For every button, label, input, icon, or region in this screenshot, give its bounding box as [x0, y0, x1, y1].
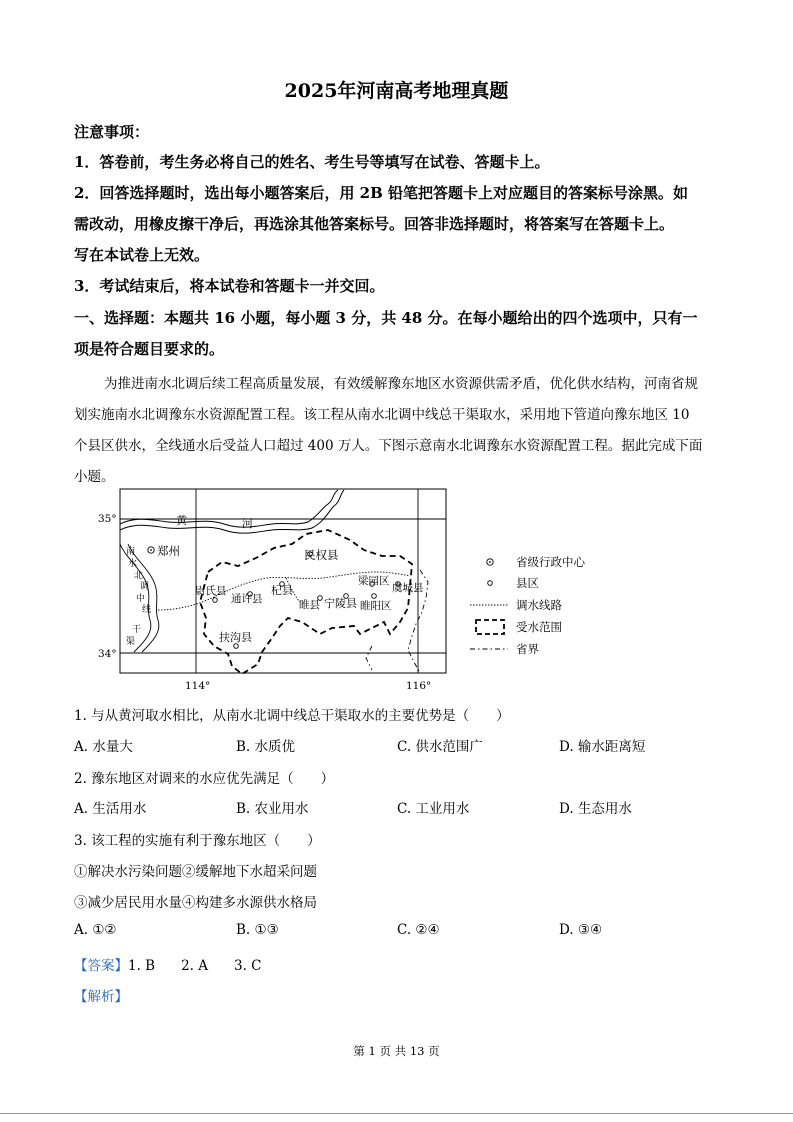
- svg-text:水: 水: [128, 559, 138, 569]
- question-3-sub-2: ③减少居民用水量④构建多水源供水格局: [74, 895, 317, 911]
- fugou-marker: [234, 644, 239, 649]
- place-suixian: 睢县: [299, 599, 320, 611]
- weishi-marker: [213, 598, 218, 603]
- notice-item-2-line-1: 2．回答选择题时，选出每小题答案后，用 2B 铅笔把答题卡上对应题目的答案标号涂黑。如: [74, 184, 689, 202]
- passage-line-4: 小题。: [74, 469, 115, 485]
- notice-item-1: 1．答卷前，考生务必将自己的姓名、考生号等填写在试卷、答题卡上。: [74, 153, 550, 171]
- river-label-he: 河: [242, 517, 253, 530]
- place-minquan: 民权县: [304, 548, 339, 562]
- place-suiyang: 睢阳区: [360, 600, 392, 612]
- lat-35-label: 35°: [98, 513, 117, 525]
- yellow-river-bank-1: [120, 490, 338, 527]
- section-heading-line-1: 一、选择题：本题共 16 小题，每小题 3 分，共 48 分。在每小题给出的四个选项中，只有一: [74, 309, 698, 327]
- q2-option-c[interactable]: C. 工业用水: [397, 801, 470, 817]
- q3-option-a[interactable]: A. ①②: [74, 922, 117, 938]
- q2-option-a[interactable]: A. 生活用水: [74, 801, 147, 817]
- q3-option-d[interactable]: D. ③④: [559, 922, 603, 938]
- legend-route: 调水线路: [516, 598, 562, 612]
- place-liangyuan: 梁园区: [358, 575, 390, 587]
- map-legend: [470, 555, 585, 656]
- svg-text:中: 中: [136, 594, 146, 604]
- svg-text:北: 北: [134, 571, 144, 581]
- page-title: 2025年河南高考地理真题: [284, 80, 509, 102]
- svg-text:干: 干: [132, 625, 142, 635]
- passage-line-1: 为推进南水北调后续工程高质量发展，有效缓解豫东地区水资源供需矛盾，优化供水结构，河南省规: [104, 376, 698, 392]
- answer-label: 【答案】: [74, 958, 128, 974]
- question-1-stem: 1. 与从黄河取水相比，从南水北调中线总干渠取水的主要优势是（ ）: [74, 708, 510, 724]
- analysis-label: 【解析】: [74, 989, 128, 1005]
- page-footer: 第 1 页 共 13 页: [353, 1044, 440, 1058]
- notice-heading: 注意事项：: [74, 123, 150, 141]
- water-transfer-map: [96, 486, 616, 696]
- svg-text:线: 线: [142, 605, 152, 615]
- river-label-huang: 黄: [176, 514, 187, 527]
- answer-2: 2. A: [181, 958, 209, 974]
- notice-item-2-line-2: 需改动，用橡皮擦干净后，再选涂其他答案标号。回答非选择题时，将答案写在答题卡上。: [74, 215, 675, 233]
- yellow-river-bank-2: [120, 490, 344, 533]
- legend-capital: 省级行政中心: [516, 555, 585, 569]
- legend-county: 县区: [516, 576, 539, 590]
- provincial-boundary-2: [366, 646, 372, 670]
- place-ningling: 宁陵县: [324, 597, 357, 610]
- bottom-rule: [0, 1113, 793, 1114]
- answer-1: 1. B: [128, 958, 156, 974]
- q1-option-d[interactable]: D. 输水距离短: [559, 739, 646, 755]
- q1-option-b[interactable]: B. 水质优: [236, 739, 296, 755]
- suiyang-marker: [372, 594, 377, 599]
- legend-area: 受水范围: [516, 620, 562, 634]
- question-2-stem: 2. 豫东地区对调来的水应优先满足（ ）: [74, 771, 335, 787]
- question-3-sub-1: ①解决水污染问题②缓解地下水超采问题: [74, 864, 317, 880]
- answer-3: 3. C: [234, 958, 262, 974]
- svg-text:南: 南: [126, 547, 136, 557]
- lat-34-label: 34°: [98, 648, 117, 660]
- lon-116-label: 116°: [406, 680, 432, 692]
- map-frame: [120, 489, 446, 673]
- q3-option-c[interactable]: C. ②④: [397, 922, 440, 938]
- svg-text:渠: 渠: [126, 637, 136, 647]
- place-fugou: 扶沟县: [219, 631, 252, 644]
- place-qixian: 杞县: [271, 584, 293, 597]
- q2-option-b[interactable]: B. 农业用水: [236, 801, 309, 817]
- place-weishi: 尉氏县: [195, 585, 227, 597]
- passage-line-2: 划实施南水北调豫东水资源配置工程。该工程从南水北调中线总干渠取水，采用地下管道向豫东地区 10: [74, 407, 690, 423]
- q1-option-a[interactable]: A. 水量大: [74, 739, 133, 755]
- place-tongxu: 通许县: [231, 593, 263, 605]
- q3-option-b[interactable]: B. ①③: [236, 922, 279, 938]
- lon-114-label: 114°: [185, 680, 211, 692]
- answer-row: [74, 954, 288, 974]
- passage-line-3: 个县区供水，全线通水后受益人口超过 400 万人。下图示意南水北调豫东水资源配置工程。据此完成下面: [74, 438, 703, 454]
- question-3-stem: 3. 该工程的实施有利于豫东地区（ ）: [74, 833, 321, 849]
- legend-boundary: 省界: [516, 642, 539, 656]
- notice-item-2-line-3: 写在本试卷上无效。: [74, 246, 210, 264]
- q1-option-c[interactable]: C. 供水范围广: [397, 739, 483, 755]
- section-heading-line-2: 项是符合题目要求的。: [74, 340, 225, 358]
- svg-text:调: 调: [140, 582, 150, 592]
- place-yucheng: 虞城县: [392, 582, 424, 594]
- q2-option-d[interactable]: D. 生态用水: [559, 801, 632, 817]
- place-zhengzhou: 郑州: [157, 544, 180, 558]
- notice-item-3: 3．考试结束后，将本试卷和答题卡一并交回。: [74, 277, 385, 295]
